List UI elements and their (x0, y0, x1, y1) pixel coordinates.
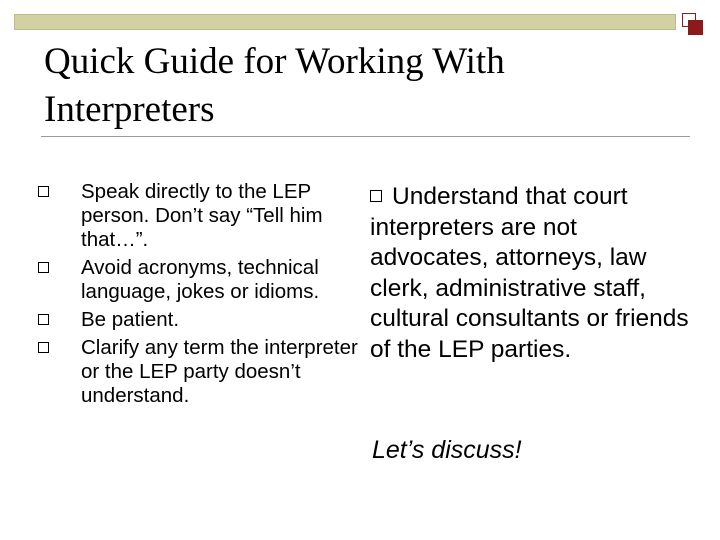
square-bullet-icon (370, 190, 382, 202)
list-item (38, 256, 358, 304)
bullet-text: Speak directly to the LEP person. Don’t say “Tell him that…”. (81, 180, 323, 251)
list-item (38, 180, 358, 252)
list-item (38, 308, 358, 332)
square-bullet-icon (38, 262, 49, 273)
right-column (370, 182, 700, 365)
right-paragraph-text: Understand that court interpreters are not advocates, attorneys, law clerk, administrative staff, cultural consultants or friends of the LEP parties. (370, 183, 689, 363)
right-paragraph (370, 182, 700, 365)
top-decorative-bar (14, 14, 676, 30)
square-bullet-icon (38, 342, 49, 353)
list-item (38, 336, 358, 408)
bullet-text: Avoid acronyms, technical language, jokes or idioms. (81, 256, 320, 303)
bullet-text: Be patient. (81, 308, 180, 331)
corner-filled-square (688, 20, 703, 35)
square-bullet-icon (38, 314, 49, 325)
closing-prompt: Let’s discuss! (372, 436, 522, 464)
slide-title: Quick Guide for Working With Interpreters (44, 41, 505, 130)
square-bullet-icon (38, 186, 49, 197)
left-bullet-list (38, 180, 358, 412)
bullet-text: Clarify any term the interpreter or the LEP party doesn’t understand. (81, 336, 358, 407)
title-divider (41, 136, 690, 137)
